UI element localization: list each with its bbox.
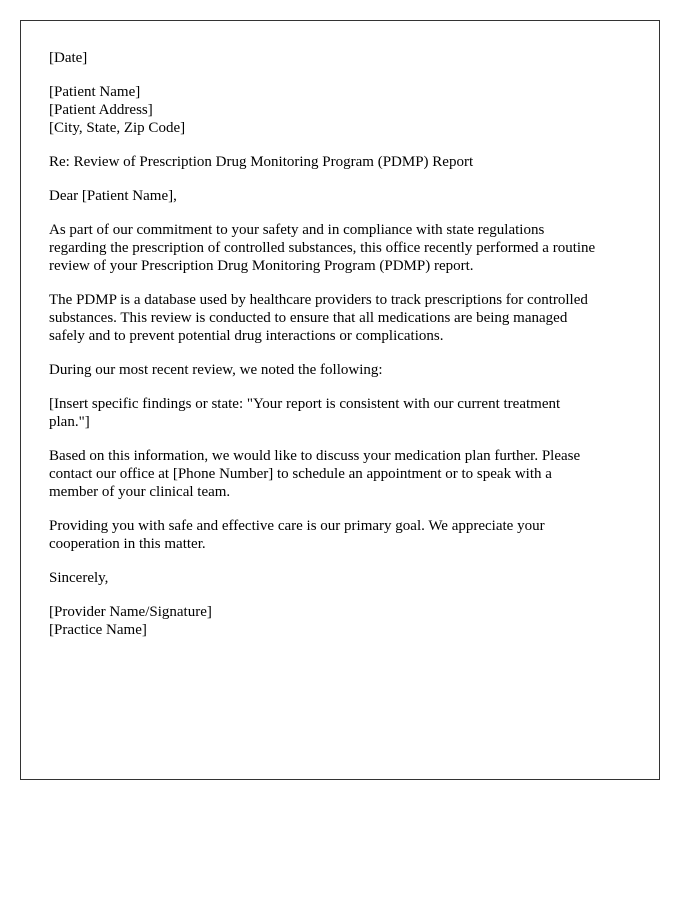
- closing: Sincerely,: [49, 570, 109, 586]
- date: [Date]: [49, 50, 88, 66]
- text-line: During our most recent review, we noted the following:: [49, 362, 383, 378]
- text-line: The PDMP is a database used by healthcare providers to track prescriptions for controlled: [49, 292, 588, 308]
- provider-signature: [Provider Name/Signature]: [49, 604, 212, 620]
- letter-content: [49, 49, 639, 655]
- recipient-address: [49, 83, 639, 137]
- text-line: regarding the prescription of controlled substances, this office recently performed a routine: [49, 240, 596, 256]
- city-state-zip: [City, State, Zip Code]: [49, 120, 186, 136]
- salutation: Dear [Patient Name],: [49, 188, 177, 204]
- text-line: plan."]: [49, 414, 90, 430]
- practice-name: [Practice Name]: [49, 622, 147, 638]
- text-line: substances. This review is conducted to ensure that all medications are being managed: [49, 310, 568, 326]
- letter-page: [20, 20, 660, 780]
- paragraph-pdmp: [49, 291, 639, 345]
- text-line: As part of our commitment to your safety and in compliance with state regulations: [49, 222, 545, 238]
- text-line: review of your Prescription Drug Monitoring Program (PDMP) report.: [49, 258, 474, 274]
- subject-line: Re: Review of Prescription Drug Monitoring Program (PDMP) Report: [49, 154, 474, 170]
- text-line: [Insert specific findings or state: "Your report is consistent with our current treatment: [49, 396, 561, 412]
- text-line: safely and to prevent potential drug interactions or complications.: [49, 328, 444, 344]
- text-line: member of your clinical team.: [49, 484, 231, 500]
- signature-block: [49, 603, 639, 639]
- text-line: Based on this information, we would like to discuss your medication plan further. Please: [49, 448, 581, 464]
- paragraph-findings: [49, 395, 639, 431]
- patient-name: [Patient Name]: [49, 84, 141, 100]
- text-line: cooperation in this matter.: [49, 536, 206, 552]
- paragraph-contact: [49, 447, 639, 501]
- patient-address: [Patient Address]: [49, 102, 153, 118]
- paragraph-goal: [49, 517, 639, 553]
- text-line: Providing you with safe and effective care is our primary goal. We appreciate your: [49, 518, 545, 534]
- text-line: contact our office at [Phone Number] to schedule an appointment or to speak with a: [49, 466, 552, 482]
- paragraph-intro: [49, 221, 639, 275]
- paragraph-review: [49, 361, 639, 379]
